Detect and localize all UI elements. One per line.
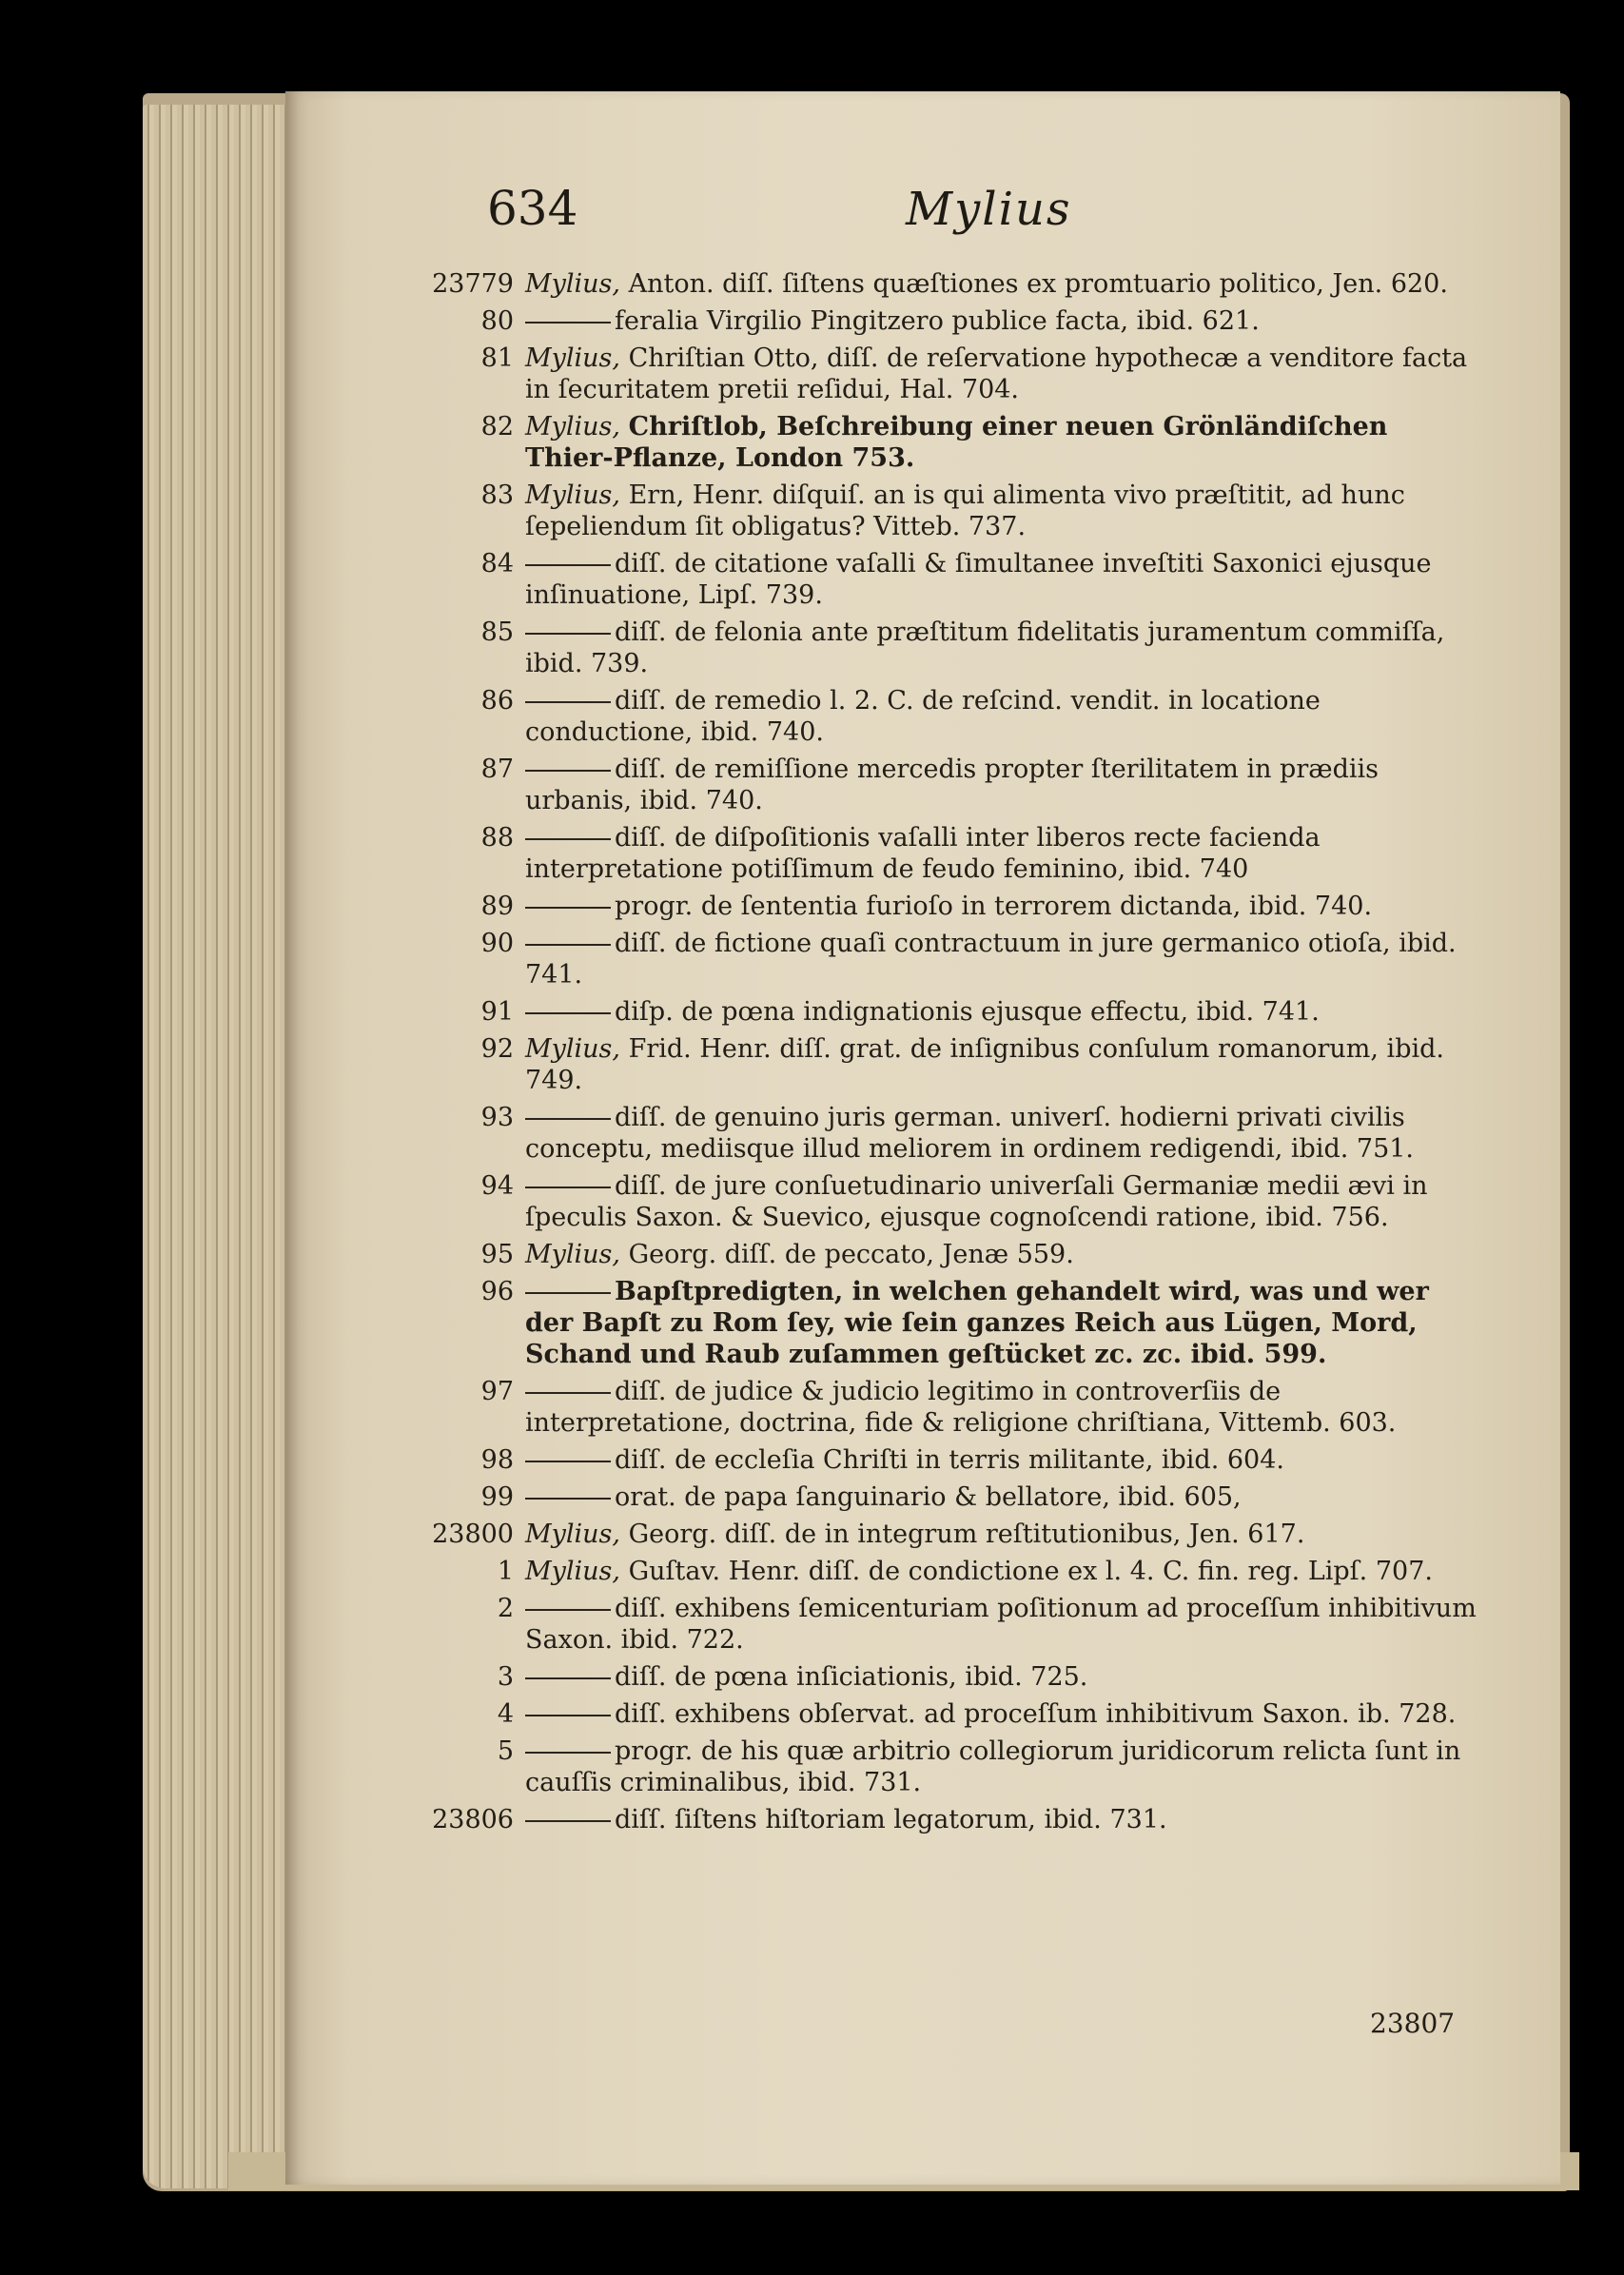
entry-body <box>525 1444 1484 1476</box>
list-item <box>419 1376 1484 1439</box>
entry-body <box>525 1661 1484 1693</box>
entry-number: 80 <box>480 306 514 336</box>
entry-text: progr. de ſententia furioſo in terrorem dictanda, ibid. 740. <box>615 892 1373 921</box>
list-item <box>419 1804 1484 1835</box>
list-item <box>419 1170 1484 1233</box>
entry-body <box>525 1170 1484 1233</box>
entry-body <box>525 343 1484 405</box>
list-item <box>419 617 1484 679</box>
entry-body <box>525 1276 1484 1370</box>
entry-text: diſſ. de remiſſione mercedis propter ſterilitatem in prædiis urbanis, ibid. 740. <box>525 755 1379 815</box>
entry-number: 95 <box>480 1240 514 1269</box>
entry-number: 82 <box>480 412 514 441</box>
ditto-dash <box>525 1392 611 1394</box>
list-item <box>419 1102 1484 1165</box>
entry-number: 88 <box>480 823 514 853</box>
entry-number: 4 <box>497 1699 514 1729</box>
list-item <box>419 754 1484 816</box>
entry-author: Mylius, <box>525 269 620 299</box>
entry-body <box>525 822 1484 885</box>
entry-number: 89 <box>480 892 514 921</box>
list-item <box>419 548 1484 611</box>
ditto-dash <box>525 1461 611 1462</box>
entry-text: Bapſtpredigten, in welchen gehandelt wird, was und wer der Bapſt zu Rom ſey, wie ſein ganzes Reich aus Lügen, Mord, Schand und Raub zuſammen geſtücket zc. zc. ibid. 599. <box>525 1277 1429 1369</box>
entry-body <box>525 996 1484 1028</box>
running-head: Mylius <box>906 183 1072 236</box>
list-item <box>419 1276 1484 1370</box>
ditto-dash <box>525 1609 611 1611</box>
entry-text: diſſ. de remedio l. 2. C. de reſcind. vendit. in locatione conductione, ibid. 740. <box>525 686 1321 747</box>
entry-body <box>525 1376 1484 1439</box>
entry-body <box>525 480 1484 542</box>
entry-number: 93 <box>480 1103 514 1132</box>
list-item <box>419 1556 1484 1587</box>
entry-number: 23779 <box>432 269 514 299</box>
entry-text: diſſ. de judice & judicio legitimo in controverſiis de interpretatione, doctrina, fide & religione chriſtiana, Vittemb. 603. <box>525 1377 1397 1438</box>
list-item <box>419 1481 1484 1513</box>
entry-text: diſp. de pœna indignationis ejusque effectu, ibid. 741. <box>615 997 1320 1027</box>
bibliography-list <box>419 268 1484 1841</box>
entry-text: diſſ. de citatione vaſalli & ſimultanee inveſtiti Saxonici ejusque inſinuatione, Lipſ. 739. <box>525 549 1432 610</box>
entry-body <box>525 305 1484 337</box>
entry-text: diſſ. ſiſtens hiſtoriam legatorum, ibid. 731. <box>615 1805 1167 1834</box>
entry-author: Mylius, <box>525 343 620 373</box>
entry-body <box>525 1481 1484 1513</box>
ditto-dash <box>525 1292 611 1294</box>
entry-body <box>525 1519 1484 1550</box>
ditto-dash <box>525 770 611 772</box>
ditto-dash <box>525 1498 611 1500</box>
ditto-dash <box>525 1715 611 1716</box>
ditto-dash <box>525 633 611 635</box>
entry-text: Georg. diſſ. de in integrum reſtitutionibus, Jen. 617. <box>628 1520 1305 1549</box>
entry-number: 96 <box>480 1277 514 1306</box>
ditto-dash <box>525 907 611 909</box>
entry-author: Mylius, <box>525 1520 620 1549</box>
entry-number: 94 <box>480 1171 514 1201</box>
list-item <box>419 685 1484 748</box>
entry-body <box>525 1556 1484 1587</box>
list-item <box>419 1033 1484 1096</box>
entry-body <box>525 268 1484 300</box>
list-item <box>419 268 1484 300</box>
entry-number: 92 <box>480 1034 514 1064</box>
entry-author: Mylius, <box>525 480 620 510</box>
entry-text: progr. de his quæ arbitrio collegiorum juridicorum relicta ſunt in cauſſis criminalibus, ibid. 731. <box>525 1736 1461 1797</box>
entry-number: 23800 <box>432 1520 514 1549</box>
entry-text: orat. de papa ſanguinario & bellatore, ibid. 605, <box>615 1482 1242 1512</box>
list-item <box>419 305 1484 337</box>
entry-number: 84 <box>480 549 514 579</box>
entry-text: diſſ. de genuino juris german. univerſ. hodierni privati civilis conceptu, mediisque illud meliorem in ordinem redigendi, ibid. 751. <box>525 1103 1415 1164</box>
entry-text: diſſ. de jure conſuetudinario univerſali Germaniæ medii ævi in ſpeculis Saxon. & Suevico, ejusque cognoſcendi ratione, ibid. 756. <box>525 1171 1428 1232</box>
ditto-dash <box>525 1752 611 1754</box>
entry-number: 1 <box>497 1557 514 1586</box>
entry-body <box>525 1102 1484 1165</box>
list-item <box>419 343 1484 405</box>
entry-author: Mylius, <box>525 1557 620 1586</box>
entry-body <box>525 548 1484 611</box>
list-item <box>419 1444 1484 1476</box>
catchword: 23807 <box>1370 2008 1456 2039</box>
entry-body <box>525 1033 1484 1096</box>
entry-number: 2 <box>497 1594 514 1623</box>
ditto-dash <box>525 322 611 324</box>
list-item <box>419 1519 1484 1550</box>
entry-number: 97 <box>480 1377 514 1406</box>
entry-text: diſſ. de eccleſia Chriſti in terris militante, ibid. 604. <box>615 1445 1284 1475</box>
entry-text: diſſ. de fictione quaſi contractuum in jure germanico otioſa, ibid. 741. <box>525 929 1457 990</box>
entry-number: 5 <box>497 1736 514 1766</box>
entry-author: Mylius, <box>525 1034 620 1064</box>
list-item <box>419 822 1484 885</box>
entry-author: Mylius, <box>525 412 620 441</box>
entry-text: diſſ. de diſpoſitionis vaſalli inter liberos recte facienda interpretatione potiſſimum de feudo feminino, ibid. 740 <box>525 823 1321 884</box>
entry-author: Mylius, <box>525 1240 620 1269</box>
ditto-dash <box>525 1118 611 1120</box>
entry-number: 85 <box>480 618 514 647</box>
entry-body <box>525 411 1484 474</box>
entry-text: diſſ. exhibens ſemicenturiam poſitionum ad proceſſum inhibitivum Saxon. ibid. 722. <box>525 1594 1477 1655</box>
entry-body <box>525 685 1484 748</box>
entry-number: 91 <box>480 997 514 1027</box>
entry-body <box>525 1736 1484 1798</box>
ditto-dash <box>525 1187 611 1188</box>
entry-number: 86 <box>480 686 514 716</box>
entry-text: diſſ. de felonia ante præſtitum fidelitatis juramentum commiſſa, ibid. 739. <box>525 618 1445 678</box>
page-number: 634 <box>487 181 578 236</box>
list-item <box>419 1239 1484 1270</box>
entry-number: 83 <box>480 480 514 510</box>
list-item <box>419 1698 1484 1730</box>
entry-number: 90 <box>480 929 514 958</box>
ditto-dash <box>525 838 611 840</box>
entry-number: 23806 <box>432 1805 514 1834</box>
entry-number: 3 <box>497 1662 514 1692</box>
list-item <box>419 1736 1484 1798</box>
page-header <box>487 181 1477 247</box>
list-item <box>419 928 1484 990</box>
ditto-dash <box>525 1012 611 1014</box>
ditto-dash <box>525 564 611 566</box>
entry-body <box>525 1804 1484 1835</box>
ditto-dash <box>525 1820 611 1822</box>
entry-text: Georg. diſſ. de peccato, Jenæ 559. <box>628 1240 1074 1269</box>
entry-number: 99 <box>480 1482 514 1512</box>
entry-text: Chriſtian Otto, diſſ. de reſervatione hypothecæ a venditore facta in ſecuritatem pretii reſidui, Hal. 704. <box>525 343 1468 404</box>
entry-body <box>525 754 1484 816</box>
ditto-dash <box>525 701 611 703</box>
entry-text: feralia Virgilio Pingitzero publice facta, ibid. 621. <box>615 306 1260 336</box>
list-item <box>419 891 1484 922</box>
list-item <box>419 996 1484 1028</box>
list-item <box>419 1661 1484 1693</box>
entry-body <box>525 1239 1484 1270</box>
entry-body <box>525 928 1484 990</box>
entry-text: Chriſtlob, Beſchreibung einer neuen Grönländiſchen Thier-Pflanze, London 753. <box>525 412 1388 473</box>
entry-text: Ern, Henr. diſquiſ. an is qui alimenta vivo præſtitit, ad hunc ſepeliendum ſit obligatus? Vitteb. 737. <box>525 480 1405 541</box>
list-item <box>419 480 1484 542</box>
entry-text: diſſ. de pœna inſiciationis, ibid. 725. <box>615 1662 1088 1692</box>
entry-text: Anton. diſſ. ſiſtens quæſtiones ex promtuario politico, Jen. 620. <box>628 269 1448 299</box>
entry-number: 81 <box>480 343 514 373</box>
entry-text: Guſtav. Henr. diſſ. de condictione ex l. 4. C. fin. reg. Lipſ. 707. <box>628 1557 1433 1586</box>
entry-body <box>525 617 1484 679</box>
ditto-dash <box>525 944 611 946</box>
entry-number: 87 <box>480 755 514 784</box>
entry-body <box>525 1593 1484 1656</box>
entry-text: Frid. Henr. diſſ. grat. de inſignibus conſulum romanorum, ibid. 749. <box>525 1034 1444 1095</box>
entry-text: diſſ. exhibens obſervat. ad proceſſum inhibitivum Saxon. ib. 728. <box>615 1699 1457 1729</box>
entry-body <box>525 1698 1484 1730</box>
entry-body <box>525 891 1484 922</box>
list-item <box>419 411 1484 474</box>
entry-number: 98 <box>480 1445 514 1475</box>
ditto-dash <box>525 1677 611 1679</box>
list-item <box>419 1593 1484 1656</box>
